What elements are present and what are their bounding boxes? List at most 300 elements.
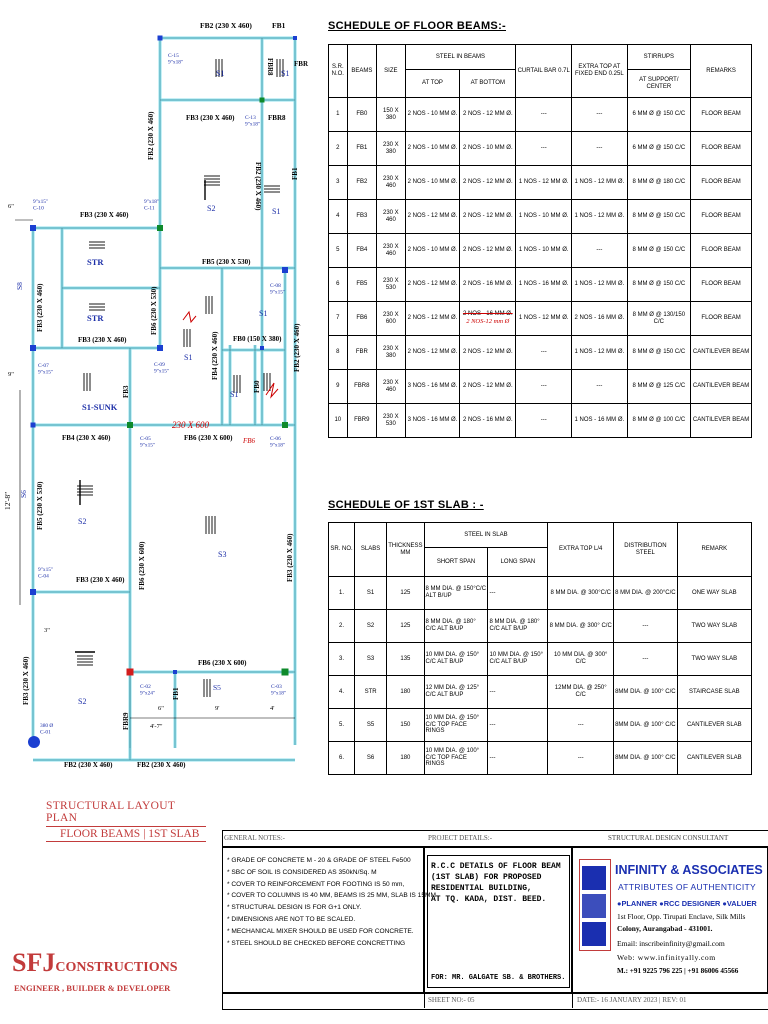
table-cell-long: 8 MM DIA. @ 180° C/C ALT B/UP bbox=[488, 610, 548, 643]
label-line: C-05 bbox=[140, 436, 151, 442]
table-cell-size: 230 X 600 bbox=[377, 302, 406, 336]
logo-block-blue-1 bbox=[582, 866, 606, 890]
beam-label-fb3-leftmost bbox=[22, 656, 30, 705]
table-cell-bottom: 2 NOS - 12 MM Ø. bbox=[460, 336, 516, 370]
label-line: FB3 (230 X 460) bbox=[76, 576, 125, 584]
slab-label-s6 bbox=[19, 490, 28, 498]
beam-label-fb2-mid bbox=[254, 162, 262, 211]
table-cell-extra: 2 NOS - 16 MM Ø. bbox=[572, 302, 627, 336]
firm-services: ●PLANNER ●RCC DESIGNER ●VALUER bbox=[617, 899, 757, 908]
table-cell-top: 2 NOS - 12 MM Ø. bbox=[405, 336, 460, 370]
label-line: FB2 (230 X 460) bbox=[254, 162, 262, 211]
column-marker bbox=[282, 267, 288, 273]
beam-label-fb0-small bbox=[253, 380, 261, 393]
table-cell-top: 3 NOS - 16 MM Ø. bbox=[405, 404, 460, 438]
firm-address-1: 1st Floor, Opp. Tirupati Enclave, Silk Mills bbox=[617, 912, 746, 921]
label-line: FB3 (230 X 460) bbox=[78, 336, 127, 344]
table-cell-bottom bbox=[460, 302, 516, 336]
table-cell-slab: S2 bbox=[355, 610, 387, 643]
table-cell-bottom: 2 NOS - 12 MM Ø. bbox=[460, 98, 516, 132]
label-line: C-06 bbox=[270, 436, 281, 442]
label-line: 9"x15" bbox=[140, 442, 156, 449]
handwritten-scribble bbox=[266, 383, 278, 397]
table-cell-no: 10 bbox=[329, 404, 348, 438]
beam-label-fb6-bottom bbox=[198, 659, 247, 667]
label-line: S6 bbox=[19, 490, 28, 498]
table-cell-no: 2 bbox=[329, 132, 348, 166]
table-cell-beam: FBR bbox=[347, 336, 376, 370]
beam-schedule-table bbox=[328, 44, 752, 438]
label-line: 230 X 600 bbox=[172, 420, 209, 430]
label-line: S2 bbox=[207, 204, 216, 213]
table-cell-short: 10 MM DIA. @ 100° C/C TOP FACE RINGS bbox=[424, 742, 488, 775]
col-header-at-bottom: AT BOTTOM bbox=[460, 70, 516, 98]
column-label-c13 bbox=[245, 115, 260, 127]
table-cell-remarks: FLOOR BEAM bbox=[691, 200, 752, 234]
label-line: FB1 bbox=[272, 21, 286, 30]
table-cell-size: 150 X 380 bbox=[377, 98, 406, 132]
handwritten-correction: 2 NOS-12 mm Ø bbox=[466, 318, 510, 326]
table-cell-remark: TWO WAY SLAB bbox=[677, 643, 751, 676]
table-cell-stirrups: 8 MM Ø @ 125 C/C bbox=[627, 370, 691, 404]
table-cell-extra: --- bbox=[572, 370, 627, 404]
table-cell-no: 6. bbox=[329, 742, 355, 775]
column-marker bbox=[30, 345, 36, 351]
label-line: 9"x15" bbox=[38, 567, 54, 573]
label-line: FB3 (230 X 460) bbox=[186, 114, 235, 122]
label-line: FB3 (230 X 460) bbox=[36, 283, 44, 332]
table-cell-extra: 1 NOS - 12 MM Ø. bbox=[572, 336, 627, 370]
label-line: 12'-8" bbox=[3, 491, 12, 510]
table-cell-size: 230 X 460 bbox=[377, 200, 406, 234]
label-line: S3 bbox=[218, 550, 227, 559]
logo-block-blue-3 bbox=[582, 922, 606, 946]
table-cell-slab: S5 bbox=[355, 709, 387, 742]
table-cell-th: 180 bbox=[387, 676, 424, 709]
table-cell-beam: FB6 bbox=[347, 302, 376, 336]
label-line: FB6 (230 X 600) bbox=[198, 659, 247, 667]
beam-lines bbox=[33, 38, 295, 760]
dimension-label bbox=[44, 627, 50, 634]
column-marker bbox=[30, 225, 36, 231]
table-row bbox=[329, 98, 752, 132]
label-line: FB1 bbox=[291, 167, 299, 180]
column-label-c05 bbox=[140, 436, 155, 448]
table-cell-dist: 8 MM DIA. @ 200°C/C bbox=[614, 577, 678, 610]
plan-title bbox=[46, 800, 206, 842]
table-cell-curtail: --- bbox=[516, 336, 572, 370]
table-cell-bottom: 2 NOS - 12 MM Ø. bbox=[460, 200, 516, 234]
table-row bbox=[329, 166, 752, 200]
label-line: FB6 bbox=[243, 437, 256, 445]
slab-label-s2 bbox=[78, 697, 86, 706]
table-row bbox=[329, 643, 752, 676]
slab-header-long: LONG SPAN bbox=[488, 548, 548, 577]
table-cell-size: 230 X 380 bbox=[377, 132, 406, 166]
label-line: FB3 (230 X 460) bbox=[80, 211, 129, 219]
table-cell-remarks: FLOOR BEAM bbox=[691, 132, 752, 166]
label-line: FB4 (230 X 460) bbox=[211, 331, 219, 380]
column-label-c06 bbox=[270, 436, 285, 448]
label-line: C-09 bbox=[154, 362, 165, 368]
column-label-c10 bbox=[33, 199, 48, 211]
column-marker bbox=[158, 36, 163, 41]
label-line: 9"x18" bbox=[245, 121, 261, 128]
slab-label-s2 bbox=[78, 517, 86, 526]
table-cell-remarks: FLOOR BEAM bbox=[691, 166, 752, 200]
label-line: STR bbox=[87, 313, 104, 323]
general-notes-header: GENERAL NOTES:- bbox=[224, 834, 285, 842]
table-cell-stirrups: 8 MM Ø @ 150 C/C bbox=[627, 234, 691, 268]
slab-label-s1 bbox=[230, 390, 238, 399]
table-cell-beam: FB2 bbox=[347, 166, 376, 200]
slab-label-s5 bbox=[213, 683, 221, 692]
col-header-curtail: CURTAIL BAR 0.7L bbox=[516, 45, 572, 98]
table-cell-extra: 1 NOS - 12 MM Ø. bbox=[572, 166, 627, 200]
table-cell-no: 4 bbox=[329, 200, 348, 234]
contractor-block bbox=[2, 940, 220, 1022]
general-note: * DIMENSIONS ARE NOT TO BE SCALED. bbox=[227, 915, 356, 923]
structural-layout-plan bbox=[0, 0, 320, 790]
table-cell-curtail: --- bbox=[516, 370, 572, 404]
label-line: C-04 bbox=[38, 573, 49, 580]
table-row bbox=[329, 336, 752, 370]
slab-header-slabs: SLABS bbox=[355, 523, 387, 577]
label-line: 9" bbox=[8, 371, 14, 378]
slab-label-s1 bbox=[184, 353, 192, 362]
plan-title-line1: STRUCTURAL LAYOUT PLAN bbox=[46, 800, 175, 824]
title-rule-2 bbox=[46, 841, 206, 842]
slab-header-remark: REMARK bbox=[677, 523, 751, 577]
firm-email: Email: inscribeinfinity@gmail.com bbox=[617, 939, 725, 948]
table-cell-slab: STR bbox=[355, 676, 387, 709]
table-cell-bottom: 2 NOS - 12 MM Ø. bbox=[460, 370, 516, 404]
table-cell-beam: FBR9 bbox=[347, 404, 376, 438]
column-label-c04 bbox=[38, 567, 53, 579]
beam-label-fbr9 bbox=[122, 712, 130, 730]
column-marker bbox=[282, 422, 288, 428]
col-header-at-top: AT TOP bbox=[405, 70, 460, 98]
table-cell-size: 230 X 380 bbox=[377, 336, 406, 370]
table-cell-no: 8 bbox=[329, 336, 348, 370]
label-line: S1 bbox=[216, 69, 225, 78]
label-line: FB2 (230 X 460) bbox=[137, 761, 186, 769]
beam-schedule-body bbox=[329, 98, 752, 438]
beam-label-fb3-left bbox=[80, 211, 129, 219]
col-header-extra-top: EXTRA TOP AT FIXED END 0.25L bbox=[572, 45, 627, 98]
label-line: 4' bbox=[270, 705, 275, 712]
slab-label-s1 bbox=[281, 69, 289, 78]
slab-header-sr: SR. NO. bbox=[329, 523, 355, 577]
table-cell-no: 3. bbox=[329, 643, 355, 676]
table-cell-long: 10 MM DIA. @ 150° C/C ALT B/UP bbox=[488, 643, 548, 676]
slab-schedule-body bbox=[329, 577, 752, 775]
table-cell-no: 5 bbox=[329, 234, 348, 268]
slab-header-thickness: THICKNESS MM bbox=[387, 523, 424, 577]
label-line: 6" bbox=[8, 203, 14, 210]
table-cell-beam: FBR8 bbox=[347, 370, 376, 404]
project-line: AT TQ. KADA, DIST. BEED. bbox=[431, 895, 547, 904]
table-cell-size: 230 X 460 bbox=[377, 370, 406, 404]
footer-divider-2 bbox=[572, 992, 573, 1008]
label-line: S1 bbox=[281, 69, 290, 78]
handwritten-scribble bbox=[183, 312, 196, 322]
label-line: FBR8 bbox=[268, 114, 286, 122]
table-cell-dist: 8MM DIA. @ 100° C/C bbox=[614, 676, 678, 709]
firm-address-2: Colony, Aurangabad - 431001. bbox=[617, 924, 713, 933]
slab-label-s3 bbox=[218, 550, 226, 559]
dimension-label bbox=[8, 203, 14, 210]
table-cell-extra: --- bbox=[548, 709, 614, 742]
struck-value: 2 NOS - 16 MM Ø. bbox=[462, 311, 513, 318]
beam-label-fb3-vert-left bbox=[36, 283, 44, 332]
beam-label-fb6-big bbox=[138, 541, 146, 590]
slab-header-dist: DISTRIBUTION STEEL bbox=[614, 523, 678, 577]
label-line: FB2 (230 X 460) bbox=[64, 761, 113, 769]
beam-label-fb3-mid bbox=[78, 336, 127, 344]
table-cell-extra: --- bbox=[572, 234, 627, 268]
table-row bbox=[329, 268, 752, 302]
label-line: S2 bbox=[78, 517, 87, 526]
table-cell-top: 2 NOS - 10 MM Ø. bbox=[405, 132, 460, 166]
table-cell-no: 4. bbox=[329, 676, 355, 709]
project-for-line: FOR: MR. GALGATE SB. & BROTHERS. bbox=[431, 974, 566, 982]
general-note: * COVER TO REINFORCEMENT FOR FOOTING IS 50 mm, bbox=[227, 880, 405, 888]
footer-divider-1 bbox=[424, 992, 425, 1008]
column-label-c03 bbox=[271, 684, 286, 696]
table-cell-long: --- bbox=[488, 742, 548, 775]
beam-label-fb5-left bbox=[36, 481, 44, 530]
table-cell-stirrups: 6 MM Ø @ 150 C/C bbox=[627, 132, 691, 166]
table-row bbox=[329, 610, 752, 643]
table-cell-extra: 8 MM DIA. @ 300°C/C bbox=[548, 577, 614, 610]
table-cell-extra: --- bbox=[548, 742, 614, 775]
label-line: 9"x18" bbox=[270, 442, 286, 449]
label-line: FB0 (150 X 380) bbox=[233, 335, 282, 343]
table-cell-bottom: 2 NOS - 10 MM Ø. bbox=[460, 132, 516, 166]
table-cell-slab: S6 bbox=[355, 742, 387, 775]
table-cell-no: 5. bbox=[329, 709, 355, 742]
table-cell-remark: STAIRCASE SLAB bbox=[677, 676, 751, 709]
table-cell-curtail: --- bbox=[516, 132, 572, 166]
label-line: FB3 bbox=[122, 385, 130, 398]
label-line: C-10 bbox=[33, 205, 44, 212]
table-cell-remarks: FLOOR BEAM bbox=[691, 98, 752, 132]
table-cell-stirrups: 6 MM Ø @ 150 C/C bbox=[627, 98, 691, 132]
label-line: 9"x15" bbox=[38, 369, 54, 376]
table-cell-no: 1. bbox=[329, 577, 355, 610]
table-cell-top: 3 NOS - 16 MM Ø. bbox=[405, 370, 460, 404]
table-cell-th: 125 bbox=[387, 610, 424, 643]
table-cell-size: 230 X 530 bbox=[377, 268, 406, 302]
table-cell-extra: --- bbox=[572, 132, 627, 166]
label-line: FBR9 bbox=[122, 712, 130, 730]
beam-label-fb2-top bbox=[200, 21, 252, 30]
table-cell-remarks: CANTILEVER BEAM bbox=[691, 404, 752, 438]
label-line: FB6 (230 X 600) bbox=[184, 434, 233, 442]
table-row bbox=[329, 302, 752, 336]
dimension-label bbox=[215, 705, 219, 712]
table-cell-no: 7 bbox=[329, 302, 348, 336]
label-line: S2 bbox=[78, 697, 87, 706]
col-header-stirrups: STIRRUPS bbox=[627, 45, 691, 70]
table-cell-extra: 8 MM DIA. @ 300° C/C bbox=[548, 610, 614, 643]
table-cell-dist: 8MM DIA. @ 100° C/C bbox=[614, 709, 678, 742]
col-header-stirrups-sub: AT SUPPORT/ CENTER bbox=[627, 70, 691, 98]
label-line: FB6 (230 X 600) bbox=[138, 541, 146, 590]
beam-label-fb3-upper bbox=[186, 114, 235, 122]
dimension-label bbox=[8, 371, 14, 378]
label-line: 9"x18" bbox=[168, 59, 184, 66]
table-cell-long: --- bbox=[488, 577, 548, 610]
col-header-beams: BEAMS bbox=[347, 45, 376, 98]
table-cell-dist: --- bbox=[614, 643, 678, 676]
logo-block-blue-2 bbox=[582, 894, 606, 918]
table-cell-size: 230 X 460 bbox=[377, 166, 406, 200]
table-cell-size: 230 X 530 bbox=[377, 404, 406, 438]
slab-header-short: SHORT SPAN bbox=[424, 548, 488, 577]
column-marker bbox=[282, 669, 289, 676]
label-line: 6" bbox=[158, 705, 164, 712]
col-header-size: SIZE bbox=[377, 45, 406, 98]
table-cell-extra: 1 NOS - 12 MM Ø. bbox=[572, 200, 627, 234]
slab-label-s1 bbox=[216, 69, 224, 78]
beam-label-fbr8 bbox=[268, 114, 286, 122]
column-label-c15 bbox=[168, 53, 183, 65]
table-cell-long: --- bbox=[488, 676, 548, 709]
table-cell-top: 2 NOS - 10 MM Ø. bbox=[405, 166, 460, 200]
table-cell-th: 135 bbox=[387, 643, 424, 676]
label-line: C-01 bbox=[40, 729, 51, 736]
table-cell-stirrups: 8 MM Ø @ 150 C/C bbox=[627, 268, 691, 302]
table-cell-curtail: 1 NOS - 12 MM Ø. bbox=[516, 302, 572, 336]
table-cell-remark: CANTILEVER SLAB bbox=[677, 709, 751, 742]
table-cell-dist: --- bbox=[614, 610, 678, 643]
grid-lines bbox=[15, 38, 295, 760]
table-cell-size: 230 X 460 bbox=[377, 234, 406, 268]
label-line: FB2 (230 X 460) bbox=[200, 21, 252, 30]
label-line: C-03 bbox=[271, 684, 282, 690]
slab-label-s2 bbox=[207, 204, 215, 213]
column-marker bbox=[127, 422, 133, 428]
table-cell-extra: 12MM DIA. @ 250° C/C bbox=[548, 676, 614, 709]
table-cell-bottom: 2 NOS - 12 MM Ø. bbox=[460, 166, 516, 200]
table-cell-extra: 1 NOS - 12 MM Ø. bbox=[572, 268, 627, 302]
beam-label-fb2-left bbox=[147, 111, 155, 160]
table-cell-curtail: 1 NOS - 16 MM Ø. bbox=[516, 268, 572, 302]
table-cell-th: 180 bbox=[387, 742, 424, 775]
column-marker bbox=[157, 345, 163, 351]
firm-tagline: ATTRIBUTES OF AUTHENTICITY bbox=[618, 882, 756, 892]
table-row bbox=[329, 200, 752, 234]
slab-label-str bbox=[87, 257, 104, 267]
table-row bbox=[329, 404, 752, 438]
handwritten-fb6-mark bbox=[242, 437, 256, 445]
label-line: S8 bbox=[15, 282, 24, 290]
table-cell-beam: FB3 bbox=[347, 200, 376, 234]
table-cell-bottom: 2 NOS - 16 MM Ø. bbox=[460, 268, 516, 302]
table-cell-no: 9 bbox=[329, 370, 348, 404]
consultant-header: STRUCTURAL DESIGN CONSULTANT bbox=[608, 834, 729, 842]
label-line: 4'-7" bbox=[150, 723, 163, 730]
beam-label-fb6 bbox=[184, 434, 233, 442]
table-cell-stirrups: 8 MM Ø @ 150 C/C bbox=[627, 336, 691, 370]
label-line: FB5 (230 X 530) bbox=[202, 258, 251, 266]
table-cell-remark: TWO WAY SLAB bbox=[677, 610, 751, 643]
label-line: S1 bbox=[259, 309, 268, 318]
table-cell-extra: 1 NOS - 16 MM Ø. bbox=[572, 404, 627, 438]
beam-label-fb4-vert bbox=[211, 331, 219, 380]
beam-label-fbr8-vert bbox=[266, 58, 274, 76]
general-note: * STRUCTURAL DESIGN IS FOR G+1 ONLY. bbox=[227, 904, 362, 912]
table-cell-short: 10 MM DIA. @ 150° C/C ALT B/UP bbox=[424, 643, 488, 676]
beam-label-fb6-vert bbox=[150, 286, 158, 335]
label-line: 9"x18" bbox=[271, 690, 287, 697]
table-cell-short: 12 MM DIA. @ 125° C/C ALT B/UP bbox=[424, 676, 488, 709]
table-cell-curtail: 1 NOS - 10 MM Ø. bbox=[516, 200, 572, 234]
table-cell-dist: 8MM DIA. @ 100° C/C bbox=[614, 742, 678, 775]
column-label-c08 bbox=[270, 283, 285, 295]
beam-label-fb1-top bbox=[272, 21, 286, 30]
label-line: 9"x15" bbox=[33, 199, 49, 205]
label-line: FB1 bbox=[172, 687, 180, 700]
handwritten-note bbox=[172, 420, 209, 430]
column-label-c01 bbox=[40, 723, 53, 735]
table-cell-top: 2 NOS - 12 MM Ø. bbox=[405, 200, 460, 234]
column-marker bbox=[30, 589, 36, 595]
table-cell-curtail: --- bbox=[516, 98, 572, 132]
slab-header-extra-top: EXTRA TOP L/4 bbox=[548, 523, 614, 577]
column-label-c09 bbox=[154, 362, 169, 374]
label-line: FBR bbox=[294, 60, 308, 68]
slab-label-left-edge bbox=[15, 282, 24, 290]
label-line: S1 bbox=[230, 390, 239, 399]
table-row bbox=[329, 370, 752, 404]
beam-label-fb5 bbox=[202, 258, 251, 266]
general-note: * SBC OF SOIL IS CONSIDERED AS 350kN/Sq. M bbox=[227, 868, 377, 876]
label-line: C-15 bbox=[168, 53, 179, 59]
contractor-name-rest: CONSTRUCTIONS bbox=[55, 960, 178, 975]
date-revision: DATE:- 16 JANUARY 2023 | REV: 01 bbox=[577, 996, 687, 1004]
label-line: C-11 bbox=[144, 205, 155, 212]
table-cell-extra: --- bbox=[572, 98, 627, 132]
label-line: C-02 bbox=[140, 684, 151, 690]
title-rule bbox=[46, 826, 206, 827]
label-line: 380 Ø bbox=[40, 723, 54, 729]
table-cell-long: --- bbox=[488, 709, 548, 742]
label-line: FB3 (230 X 460) bbox=[286, 533, 294, 582]
table-row bbox=[329, 577, 752, 610]
label-line: 3" bbox=[44, 627, 50, 634]
table-cell-slab: S3 bbox=[355, 643, 387, 676]
table-cell-remarks: CANTILEVER BEAM bbox=[691, 336, 752, 370]
slab-schedule-title: SCHEDULE OF 1ST SLAB : - bbox=[328, 499, 484, 511]
table-cell-top: 2 NOS - 12 MM Ø. bbox=[405, 302, 460, 336]
label-line: C-13 bbox=[245, 115, 256, 121]
label-line: S1 bbox=[184, 353, 193, 362]
table-cell-stirrups: 8 MM Ø @ 130/150 C/C bbox=[627, 302, 691, 336]
project-lines bbox=[431, 861, 567, 905]
label-line: 9"x18" bbox=[144, 199, 160, 205]
table-row bbox=[329, 132, 752, 166]
beam-label-fb3-lower bbox=[76, 576, 125, 584]
project-details bbox=[427, 855, 570, 988]
column-label-c02 bbox=[140, 684, 155, 696]
contractor-name-big: SFJ bbox=[12, 948, 56, 977]
project-line: (1ST SLAB) FOR PROPOSED bbox=[431, 873, 542, 882]
column-marker bbox=[260, 346, 264, 350]
project-details-header: PROJECT DETAILS:- bbox=[428, 834, 493, 842]
